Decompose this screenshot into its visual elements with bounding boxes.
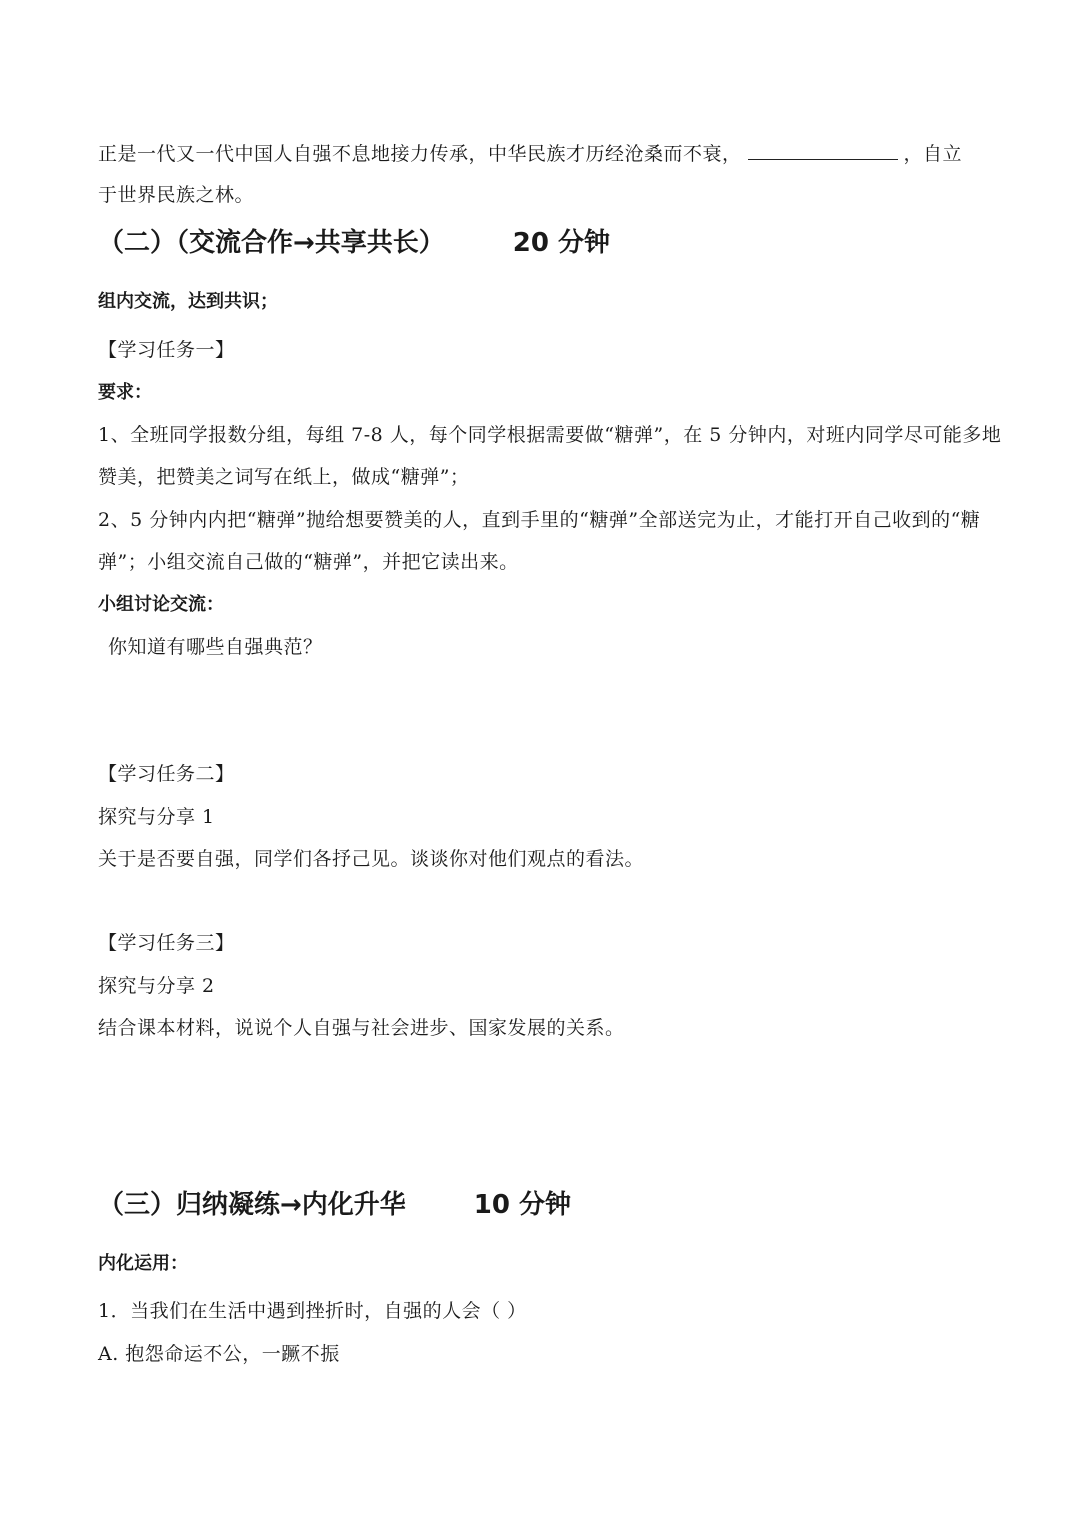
fill-in-blank [748,143,898,160]
task3-text: 结合课本材料，说说个人自强与社会进步、国家发展的关系。 [98,1017,625,1039]
task2-explore: 探究与分享 1 [98,806,215,828]
task1-requirements-label: 要求： [98,382,152,403]
intro-line-1 [98,143,962,164]
intro-text-b: ，自立 [903,143,963,165]
section3-time: 10 分钟 [473,1190,572,1220]
section2-subtitle: 组内交流，达到共识； [98,291,278,312]
task1-item1-line1: 1、全班同学报数分组，每组 7-8 人，每个同学根据需要做“糖弹”，在 5 分钟内，对班内同学尽可能多地 [98,424,1002,446]
section2-title: （二）（交流合作→共享共长） [98,228,445,258]
section2-time: 20 分钟 [512,228,611,258]
task1-item1-line2: 赞美，把赞美之词写在纸上，做成“糖弹”； [98,466,470,488]
task1-item2-line1: 2、5 分钟内内把“糖弹”抛给想要赞美的人，直到手里的“糖弹”全部送完为止，才能打开自己收到的“糖 [98,509,981,531]
task1-item2-line2: 弹”；小组交流自己做的“糖弹”，并把它读出来。 [98,551,519,573]
discussion-label: 小组讨论交流： [98,594,224,615]
section2-heading [98,230,610,256]
task1-label: 【学习任务一】 [98,339,235,361]
section3-title: （三）归纳凝练→内化升华 [98,1190,406,1220]
section3-heading [98,1192,571,1218]
task3-explore: 探究与分享 2 [98,975,215,997]
intro-text-a: 正是一代又一代中国人自强不息地接力传承，中华民族才历经沧桑而不衰， [98,143,742,165]
section3-subtitle: 内化运用： [98,1253,188,1274]
task2-text: 关于是否要自强，同学们各抒己见。谈谈你对他们观点的看法。 [98,848,645,870]
discussion-question: 你知道有哪些自强典范？ [108,636,323,658]
intro-line-2: 于世界民族之林。 [98,184,255,206]
task2-label: 【学习任务二】 [98,763,235,785]
question-1-option-a: A. 抱怨命运不公，一蹶不振 [98,1343,340,1365]
question-1: 1．当我们在生活中遇到挫折时，自强的人会（ ） [98,1300,527,1322]
task3-label: 【学习任务三】 [98,932,235,954]
